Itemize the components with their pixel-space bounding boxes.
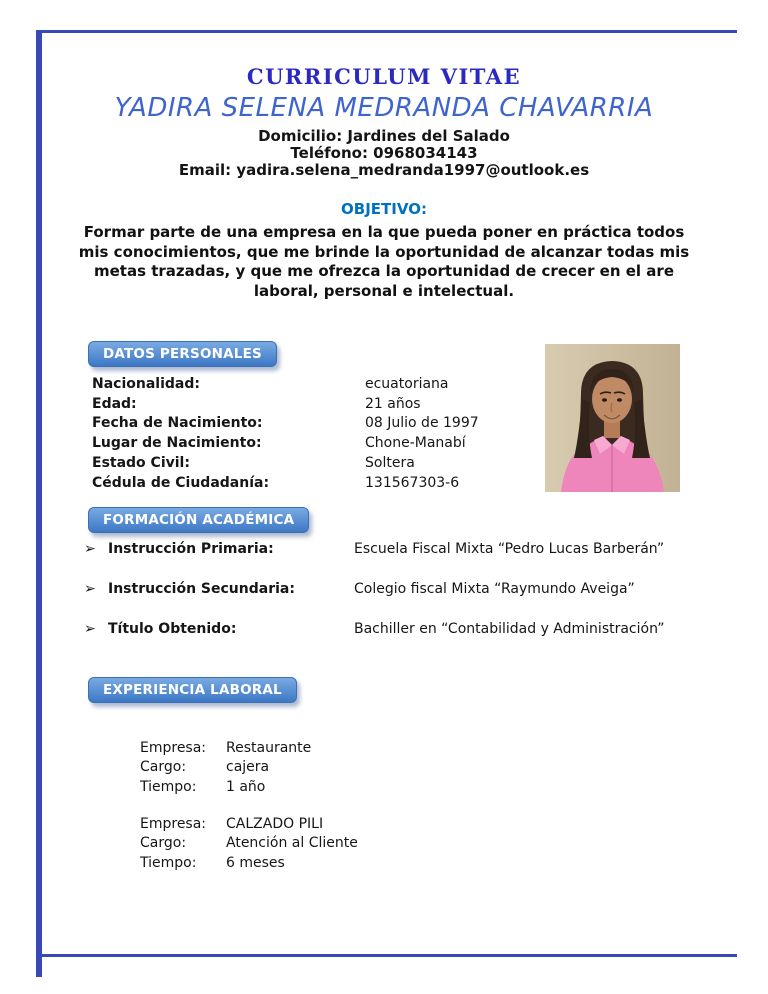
education-label: Título Obtenido: <box>108 621 237 637</box>
personal-row <box>92 414 479 434</box>
personal-label: Fecha de Nacimiento: <box>92 415 263 432</box>
personal-label: Lugar de Nacimiento: <box>92 435 262 452</box>
personal-data-list <box>92 375 479 493</box>
personal-row <box>92 454 479 474</box>
page-border-bottom <box>36 954 737 957</box>
job-label: Cargo: <box>140 835 187 852</box>
job-label: Tiempo: <box>140 854 197 871</box>
section-header-experiencia-laboral <box>88 677 297 703</box>
job-value: Restaurante <box>226 740 312 756</box>
personal-row <box>92 474 479 494</box>
cv-name: YADIRA SELENA MEDRANDA CHAVARRIA <box>114 93 654 123</box>
job-label: Tiempo: <box>140 778 197 795</box>
education-item <box>84 581 664 598</box>
section-header-formacion-academica <box>88 507 309 533</box>
job-value: CALZADO PILI <box>226 816 324 832</box>
job-block <box>140 815 358 873</box>
objective-text: Formar parte de una empresa en la que pueda poner en práctica todos mis conocimientos, que me brinde la oportunidad de alcanzar todas mis metas trazadas, y que me ofrezca la oportunidad de crecer en el are laboral, personal e intelectual. <box>78 223 690 300</box>
education-value: Bachiller en “Contabilidad y Administración” <box>354 621 665 637</box>
education-value: Colegio fiscal Mixta “Raymundo Aveiga” <box>354 581 635 597</box>
bullet-arrow-icon: ➢ <box>84 621 96 637</box>
personal-label: Cédula de Ciudadanía: <box>92 474 270 491</box>
education-list <box>84 541 664 661</box>
personal-row <box>92 434 479 454</box>
personal-row <box>92 395 479 415</box>
email-line: Email: yadira.selena_medranda1997@outlook.es <box>178 161 590 179</box>
job-row <box>140 778 311 797</box>
section-header-label: FORMACIÓN ACADÉMICA <box>103 512 295 528</box>
section-header-datos-personales <box>88 341 277 367</box>
personal-label: Estado Civil: <box>92 454 190 471</box>
page-border-top <box>36 30 737 33</box>
address-line: Domicilio: Jardines del Salado <box>258 127 510 145</box>
personal-label: Edad: <box>92 395 137 412</box>
job-value: cajera <box>226 759 270 776</box>
job-row <box>140 834 358 853</box>
phone-line: Teléfono: 0968034143 <box>290 144 478 162</box>
education-item <box>84 541 664 558</box>
objective-heading: OBJETIVO: <box>341 200 427 218</box>
job-label: Empresa: <box>140 816 207 832</box>
job-block <box>140 739 311 797</box>
education-label: Instrucción Primaria: <box>108 541 274 557</box>
profile-photo <box>545 344 680 492</box>
section-header-label: DATOS PERSONALES <box>103 346 262 362</box>
objective-section <box>69 200 699 301</box>
personal-value: ecuatoriana <box>365 376 449 392</box>
job-label: Empresa: <box>140 740 207 756</box>
job-row <box>140 758 311 777</box>
job-value: Atención al Cliente <box>226 835 358 852</box>
cv-title: CURRICULUM VITAE <box>246 64 522 89</box>
job-label: Cargo: <box>140 759 187 776</box>
job-value: 6 meses <box>226 854 285 871</box>
personal-value: Chone-Manabí <box>365 435 466 452</box>
personal-row <box>92 375 479 395</box>
job-row <box>140 739 311 758</box>
bullet-arrow-icon: ➢ <box>84 581 96 597</box>
personal-value: Soltera <box>365 454 415 471</box>
education-item <box>84 621 664 638</box>
profile-photo-illustration <box>545 344 680 492</box>
education-value: Escuela Fiscal Mixta “Pedro Lucas Barberán” <box>354 541 665 557</box>
job-row <box>140 854 358 873</box>
personal-value: 131567303-6 <box>365 474 460 491</box>
bullet-arrow-icon: ➢ <box>84 541 96 557</box>
job-value: 1 año <box>226 778 266 795</box>
personal-value: 21 años <box>365 395 421 412</box>
personal-label: Nacionalidad: <box>92 376 200 392</box>
education-label: Instrucción Secundaria: <box>108 581 295 597</box>
job-row <box>140 815 358 834</box>
cv-header <box>0 64 768 179</box>
section-header-label: EXPERIENCIA LABORAL <box>103 682 282 698</box>
personal-value: 08 Julio de 1997 <box>365 415 479 432</box>
